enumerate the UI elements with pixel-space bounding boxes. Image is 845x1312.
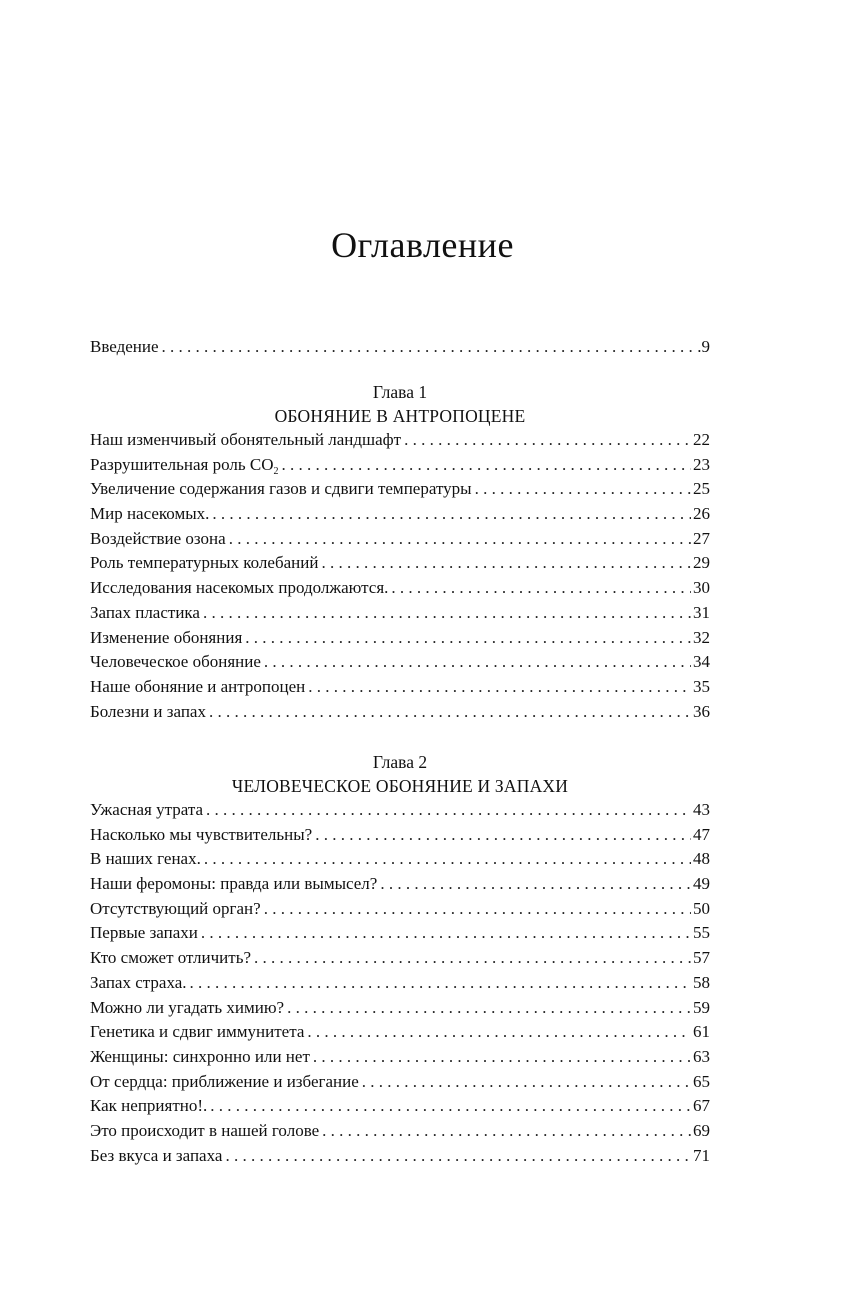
toc-entry-title: Человеческое обоняние: [90, 652, 261, 672]
dot-leader: [212, 504, 691, 524]
toc-entry[interactable]: [90, 1047, 710, 1072]
toc-entry[interactable]: [90, 504, 710, 529]
toc-entry-page: 43: [693, 800, 710, 819]
toc-entry-title: Введение: [90, 337, 159, 356]
chapter-label: Глава 1: [372, 382, 428, 402]
toc-entry-page: 25: [693, 479, 710, 499]
toc-entry-title-main: Разрушительная роль CO: [90, 454, 274, 474]
toc-entry-page: 31: [693, 602, 710, 622]
toc-entry-page: 63: [693, 1046, 710, 1066]
dot-leader: [190, 973, 691, 993]
toc-entry-page: 26: [693, 504, 710, 524]
toc-intro: [90, 337, 710, 362]
dot-leader: [209, 702, 691, 722]
dot-leader: [308, 677, 691, 697]
dot-leader: [201, 923, 691, 943]
toc-entry-title: Женщины: синхронно или нет: [90, 1046, 310, 1066]
toc-entry-page: 50: [693, 898, 710, 918]
toc-entry-title: Запах пластика: [90, 602, 200, 622]
toc-entry[interactable]: [90, 849, 710, 874]
toc-entry-title: Изменение обоняния: [90, 627, 243, 647]
toc-entry-title: Наш изменчивый обонятельный ландшафт: [90, 430, 402, 449]
toc-entry-title: [90, 455, 281, 475]
toc-entry-page: 32: [693, 627, 710, 647]
dot-leader: [225, 1146, 691, 1166]
toc-entry[interactable]: [90, 874, 710, 899]
dot-leader: [210, 1096, 691, 1116]
toc-entry-title: Первые запахи: [90, 923, 198, 943]
toc-entry-title: Наши феромоны: правда или вымысел?: [90, 874, 378, 894]
dot-leader: [475, 479, 691, 499]
dot-leader: [362, 1072, 691, 1092]
toc-entry[interactable]: [90, 553, 710, 578]
chapter-1-section: [90, 380, 710, 726]
toc-entry-page: 57: [693, 948, 710, 968]
toc-entry[interactable]: [90, 578, 710, 603]
toc-entry-title: Насколько мы чувствительны?: [90, 824, 313, 844]
toc-entry-title: Исследования насекомых продолжаются.: [90, 578, 389, 598]
toc-entry-page: 59: [693, 997, 710, 1017]
toc-entry[interactable]: [90, 529, 710, 554]
dot-leader: [206, 800, 691, 820]
dot-leader: [287, 998, 691, 1018]
dot-leader: [264, 899, 691, 919]
toc-entry-title: Ужасная утрата: [90, 800, 204, 819]
toc-entry[interactable]: [90, 998, 710, 1023]
toc-entry-title: Воздействие озона: [90, 528, 226, 548]
dot-leader: [254, 948, 691, 968]
chapter-name: ЧЕЛОВЕЧЕСКОЕ ОБОНЯНИЕ И ЗАПАХИ: [231, 776, 569, 796]
toc-entry[interactable]: [90, 652, 710, 677]
toc-entry[interactable]: [90, 1096, 710, 1121]
toc-entry-page: 35: [693, 676, 710, 696]
toc-entry[interactable]: [90, 1121, 710, 1146]
toc-entry[interactable]: [90, 1072, 710, 1097]
dot-leader: [380, 874, 691, 894]
toc-entry-page: 58: [693, 972, 710, 992]
dot-leader: [391, 578, 691, 598]
toc-entry-page: 61: [693, 1022, 710, 1042]
dot-leader: [245, 628, 691, 648]
toc-entry-page: .9: [697, 337, 710, 356]
toc-entry[interactable]: [90, 923, 710, 948]
dot-leader: [162, 337, 696, 357]
toc-entry-page: 36: [693, 701, 710, 721]
toc-entry-page: 47: [693, 824, 710, 844]
toc-entry-page: 69: [693, 1120, 710, 1140]
toc-entry-title: Можно ли угадать химию?: [90, 997, 285, 1017]
toc-entry[interactable]: [90, 677, 710, 702]
toc-entry-page: 27: [693, 528, 710, 548]
toc-entry-title: Без вкуса и запаха: [90, 1145, 223, 1165]
dot-leader: [321, 553, 691, 573]
toc-entry-page: 22: [693, 430, 710, 449]
toc-entry-page: 67: [693, 1096, 710, 1116]
dot-leader: [204, 849, 691, 869]
toc-entry[interactable]: [90, 479, 710, 504]
toc-entry[interactable]: [90, 430, 710, 455]
toc-entry-page: 55: [693, 923, 710, 943]
toc-entry-title: В наших генах.: [90, 849, 201, 869]
dot-leader: [307, 1022, 691, 1042]
dot-leader: [313, 1047, 691, 1067]
toc-entry[interactable]: [90, 603, 710, 628]
toc-entry[interactable]: [90, 628, 710, 653]
toc-entry[interactable]: [90, 455, 710, 480]
toc-entry-title: Кто сможет отличить?: [90, 948, 252, 968]
page-title: Оглавление: [331, 225, 514, 266]
toc-entry[interactable]: [90, 899, 710, 924]
toc-entry-page: 30: [693, 578, 710, 598]
dot-leader: [315, 825, 691, 845]
chapter-name: ОБОНЯНИЕ В АНТРОПОЦЕНЕ: [274, 406, 526, 426]
toc-entry-title: Мир насекомых.: [90, 504, 210, 524]
toc-entry-title: Увеличение содержания газов и сдвиги температуры: [90, 479, 472, 499]
toc-entry-title: Роль температурных колебаний: [90, 553, 319, 573]
toc-entry-page: 65: [693, 1071, 710, 1091]
toc-entry-title: Как неприятно!.: [90, 1096, 208, 1116]
toc-entry[interactable]: [90, 1146, 710, 1171]
toc-entry-page: 49: [693, 874, 710, 894]
toc-entry-title: Запах страха.: [90, 972, 187, 992]
dot-leader: [281, 455, 691, 475]
chapter-label: Глава 2: [372, 752, 428, 772]
toc-entry[interactable]: [90, 800, 710, 825]
toc-entry-title: Это происходит в нашей голове: [90, 1120, 320, 1140]
subscript-2: 2: [273, 465, 279, 477]
toc-entry[interactable]: [90, 948, 710, 973]
dot-leader: [404, 430, 691, 450]
toc-entry-page: 34: [693, 652, 710, 672]
toc-entry-title: От сердца: приближение и избегание: [90, 1071, 359, 1091]
dot-leader: [229, 529, 691, 549]
toc-entry-title: Наше обоняние и антропоцен: [90, 676, 306, 696]
toc-entry-page: 29: [693, 553, 710, 573]
toc-entry[interactable]: [90, 702, 710, 727]
toc-entry[interactable]: [90, 1022, 710, 1047]
chapter-2-section: [90, 750, 710, 1170]
toc-entry-title: Отсутствующий орган?: [90, 898, 261, 918]
dot-leader: [203, 603, 691, 623]
toc-entry[interactable]: [90, 973, 710, 998]
toc-entry[interactable]: [90, 337, 710, 362]
toc-entry-title: Генетика и сдвиг иммунитета: [90, 1022, 305, 1042]
toc-entry[interactable]: [90, 825, 710, 850]
toc-entry-title: Болезни и запах: [90, 701, 206, 721]
toc-entry-page: 71: [693, 1145, 710, 1165]
toc-entry-page: 23: [693, 454, 710, 474]
dot-leader: [264, 652, 691, 672]
toc-entry-page: 48: [693, 849, 710, 869]
dot-leader: [322, 1121, 691, 1141]
